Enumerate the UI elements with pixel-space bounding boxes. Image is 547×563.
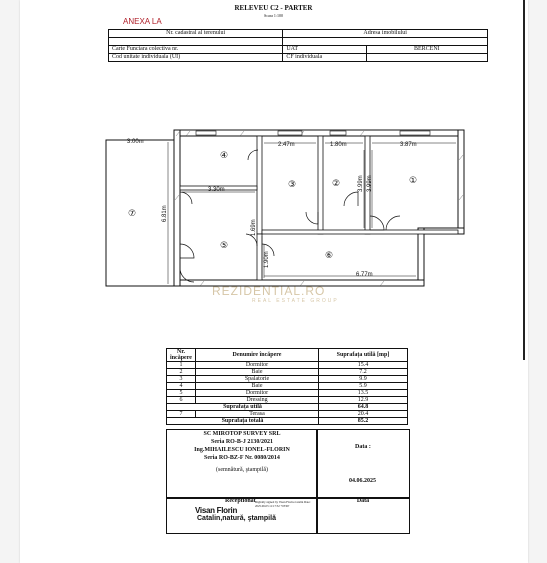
- table-row: [167, 383, 408, 390]
- room-area-cell: 12.9: [319, 397, 408, 404]
- annex-label: ANEXA LA: [123, 17, 162, 26]
- room-number-2: ②: [332, 179, 341, 189]
- date-value: 04.06.2025: [349, 478, 376, 484]
- dimension-labels: [127, 139, 417, 278]
- date-label: Data :: [355, 444, 371, 450]
- table-row: [167, 369, 408, 376]
- dim-1-80: 1.80m: [330, 142, 347, 148]
- terrace-row: [167, 411, 408, 418]
- dimension-lines: [108, 140, 456, 284]
- useful-area-label: Suprafața utilă: [167, 404, 319, 411]
- cf-individual-label: CF individuala: [283, 54, 366, 62]
- unit-code-label: Cod unitate individuala (UI): [109, 54, 283, 62]
- dim-6-77: 6.77m: [356, 272, 373, 278]
- room-area-cell: 9.9: [319, 376, 408, 383]
- address-label: Adresa imobilului: [283, 30, 488, 38]
- receipt-signer: Visan Florin: [195, 506, 238, 515]
- col-header-number: Nr. încăpere: [167, 349, 196, 362]
- dim-1-69: 1.69m: [251, 219, 257, 236]
- useful-area-row: [167, 404, 408, 411]
- room-number-5: ⑤: [220, 241, 229, 251]
- useful-area-value: 64.8: [319, 404, 408, 411]
- table-row: [167, 376, 408, 383]
- company-block: [166, 429, 318, 499]
- rooms-table: [166, 348, 408, 425]
- total-area-label: Suprafața totală: [167, 418, 319, 425]
- engineer-name: Ing.MIHAILESCU IONEL-FLORIN: [194, 447, 290, 453]
- dim-6-81: 6.81m: [162, 205, 168, 222]
- terrace-name: Terasa: [196, 411, 319, 418]
- table-row: [167, 362, 408, 369]
- company-name: SC MIROTOP SURVEY SRL: [203, 431, 281, 437]
- dim-3-99-b: 3.99m: [367, 175, 373, 192]
- document-title: RELEVEU C2 - PARTER: [234, 4, 313, 12]
- room-number-6: ⑥: [325, 251, 334, 261]
- room-number-7: ⑦: [128, 209, 137, 219]
- room-number-cell: 2: [167, 369, 196, 376]
- dim-3-00: 3.00m: [127, 139, 144, 145]
- room-name-cell: Baie: [196, 383, 319, 390]
- dim-3-99-a: 3.99m: [358, 175, 364, 192]
- receipt-date-block: [316, 497, 410, 534]
- dim-3-30: 3.30m: [208, 187, 225, 193]
- receipt-date-label: Data: [356, 498, 370, 504]
- watermark-tagline: REAL ESTATE GROUP: [252, 298, 339, 304]
- receipt-signature-line: Catalin,natură, ştampilă: [197, 515, 276, 522]
- watermark: [212, 284, 339, 304]
- engineer-series: Seria RO-BZ-F Nr. 0080/2014: [204, 455, 280, 461]
- watermark-brand: REZIDENTIAL.RO: [212, 284, 326, 298]
- receipt-label: Receptionat: [225, 498, 256, 504]
- cf-collective-label: Carte Funciara colectiva nr.: [109, 46, 283, 54]
- room-number-cell: 1: [167, 362, 196, 369]
- company-series: Seria RO-B-J 2130/2021: [211, 439, 273, 445]
- room-number-cell: 5: [167, 390, 196, 397]
- room-number-3: ③: [288, 180, 297, 190]
- dim-1-90: 1.90m: [264, 251, 270, 268]
- room-number-4: ④: [220, 151, 229, 161]
- room-number-cell: 3: [167, 376, 196, 383]
- uat-value: BERCENI: [366, 46, 487, 54]
- date-block: [316, 429, 410, 499]
- table-row: [167, 397, 408, 404]
- col-header-area: Suprafața utilă [mp]: [319, 349, 408, 362]
- room-name-cell: Dressing: [196, 397, 319, 404]
- room-area-cell: 5.9: [319, 383, 408, 390]
- room-area-cell: 7.2: [319, 369, 408, 376]
- total-area-value: 85.2: [319, 418, 408, 425]
- uat-label: UAT: [283, 46, 366, 54]
- room-name-cell: Baie: [196, 369, 319, 376]
- col-header-name: Denumire încăpere: [196, 349, 319, 362]
- total-area-row: [167, 418, 408, 425]
- receipt-block: [166, 497, 318, 534]
- cadastral-label: Nr. cadastral al terenului: [109, 30, 283, 38]
- room-numbers: [128, 151, 417, 261]
- room-name-cell: Dormitor: [196, 362, 319, 369]
- signature-note: (semnătură, ştampilă): [216, 467, 268, 473]
- room-number-cell: 6: [167, 397, 196, 404]
- dim-2-47: 2.47m: [278, 142, 295, 148]
- room-name-cell: Dormitor: [196, 390, 319, 397]
- room-number-cell: 4: [167, 383, 196, 390]
- room-area-cell: 13.5: [319, 390, 408, 397]
- terrace-number: 7: [167, 411, 196, 418]
- terrace-area: 20.4: [319, 411, 408, 418]
- dim-3-87: 3.87m: [400, 142, 417, 148]
- room-area-cell: 15.4: [319, 362, 408, 369]
- room-name-cell: Spalatorie: [196, 376, 319, 383]
- table-row: [167, 390, 408, 397]
- document-scale: Scara 1:100: [264, 13, 283, 18]
- digital-signature-stamp: Digitally signed by Visan Florin-Catalin Date: 2025.06.03 11:17:52 +03'00': [255, 500, 311, 508]
- room-number-1: ①: [409, 176, 418, 186]
